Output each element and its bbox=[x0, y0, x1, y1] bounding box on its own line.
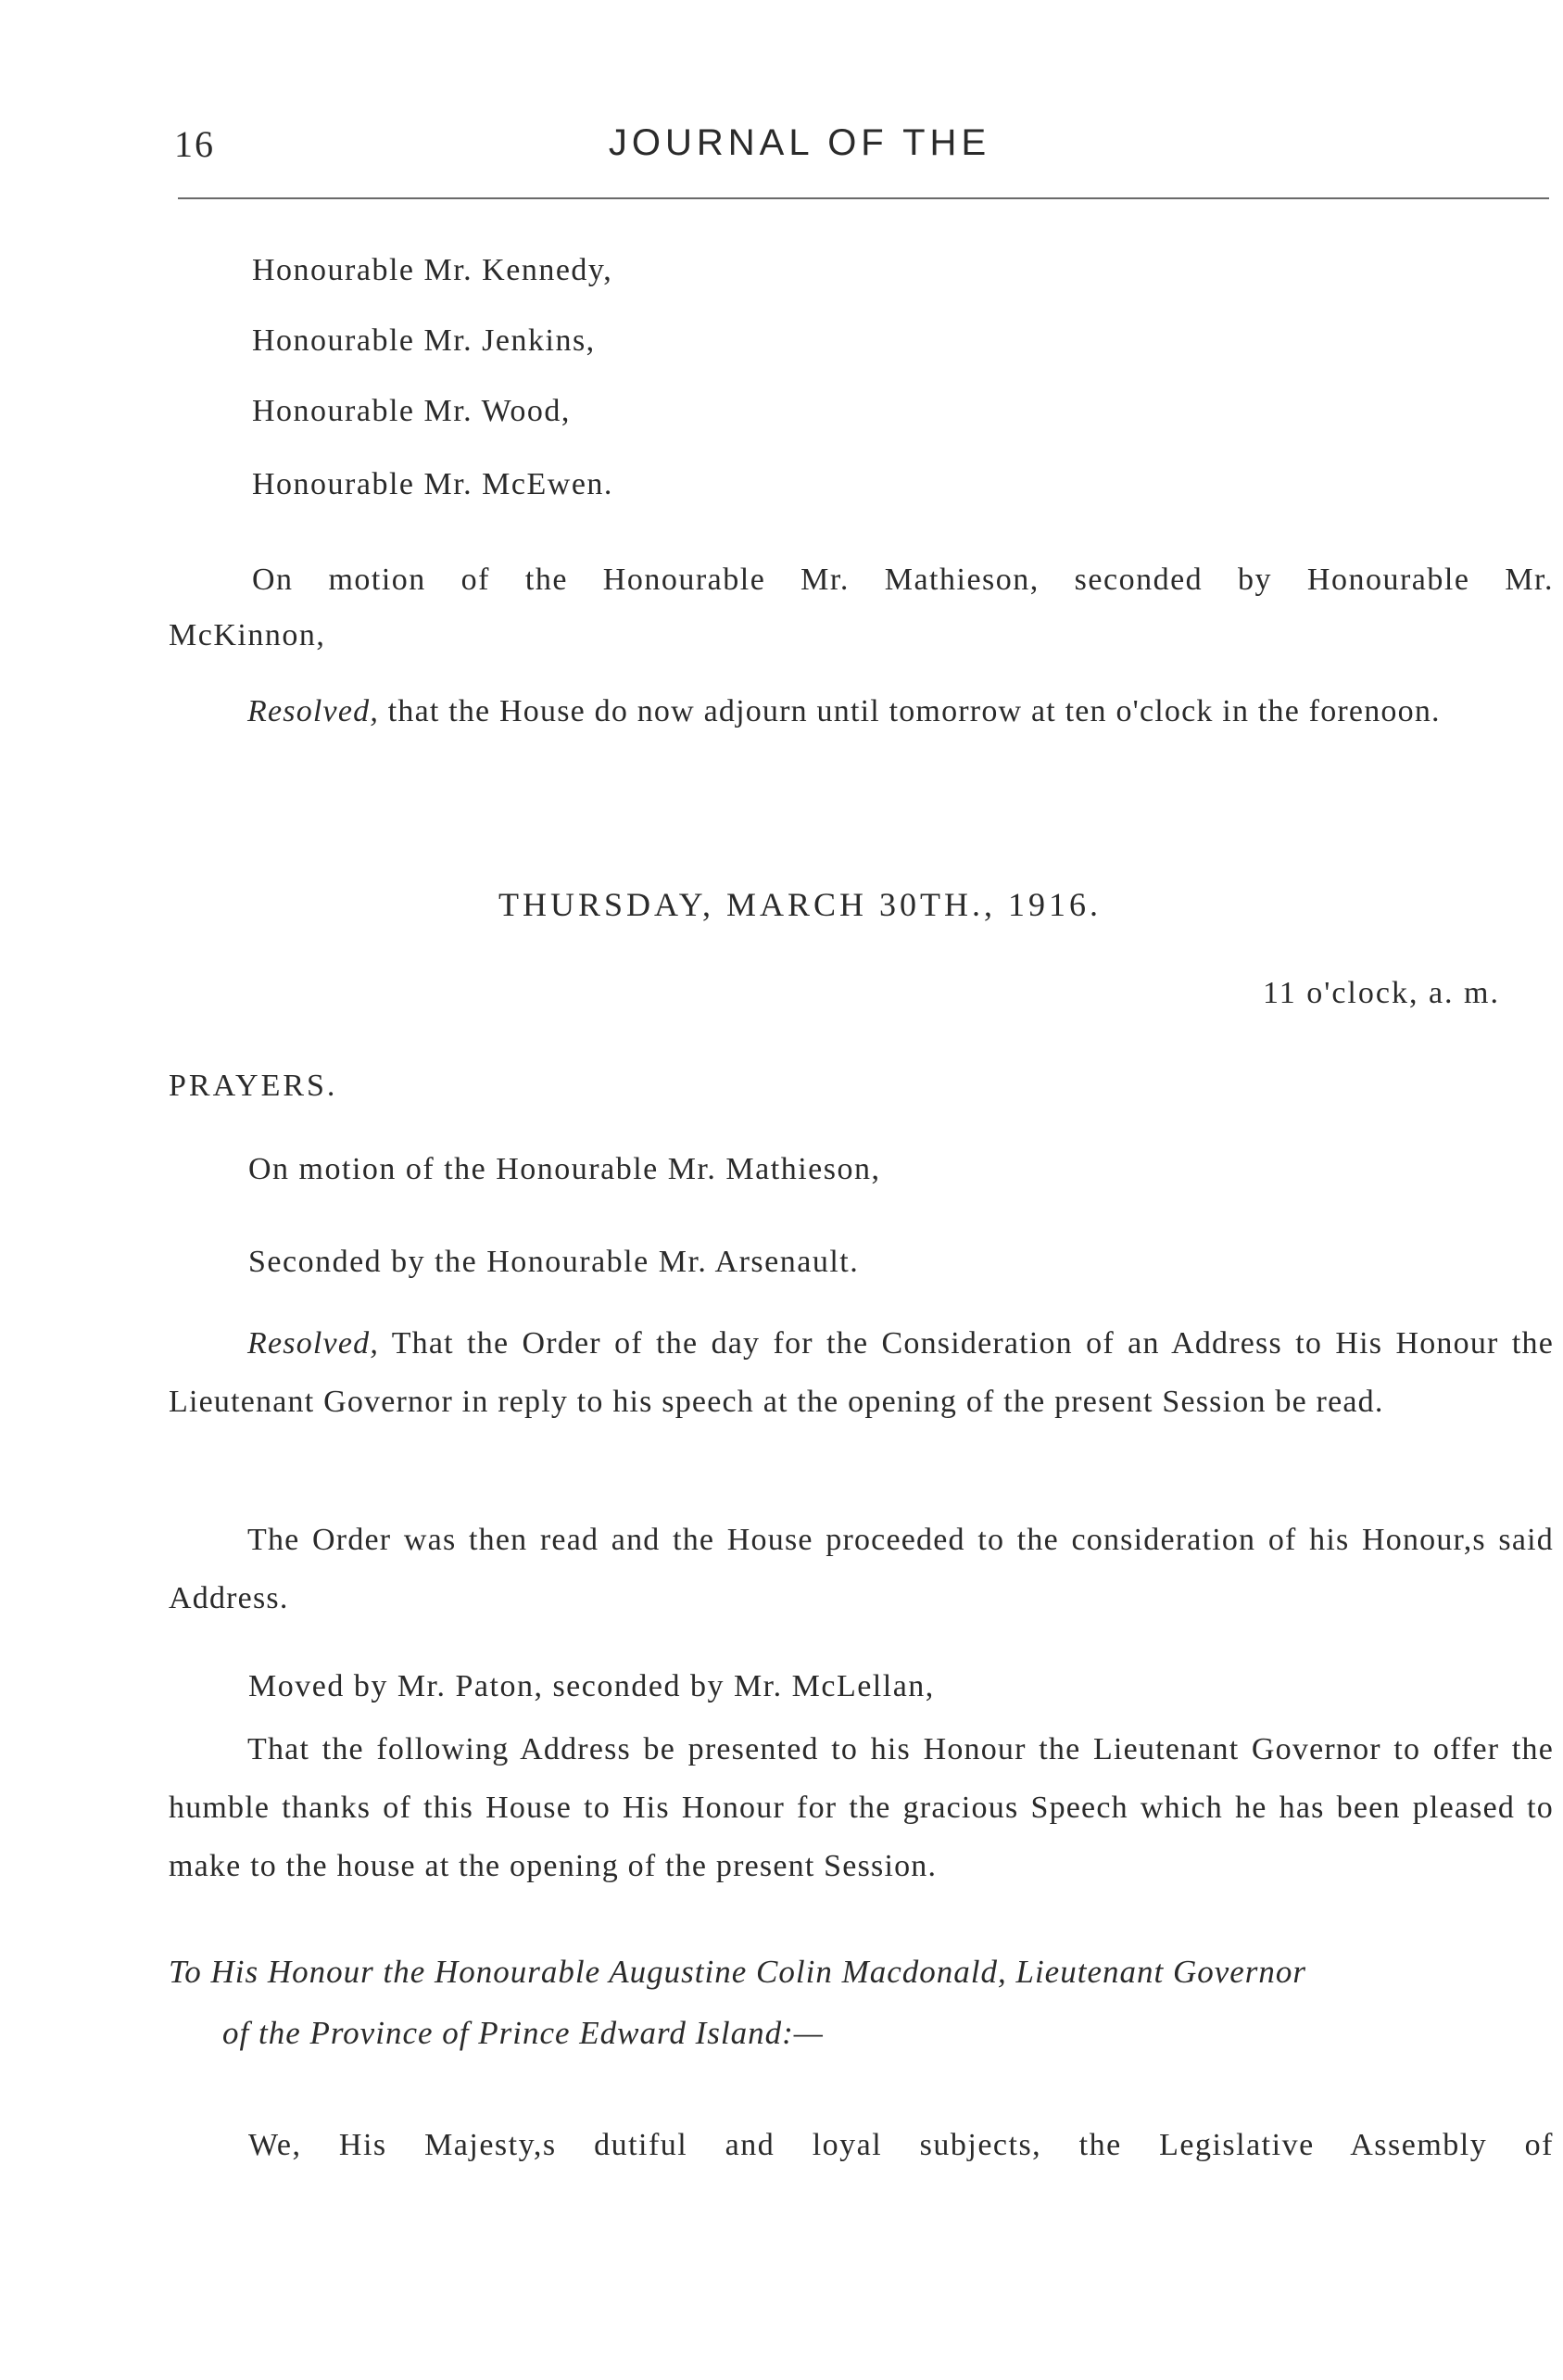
following-address-paragraph bbox=[169, 1720, 1554, 1895]
motion-adjourn-line1: On motion of the Honourable Mr. Mathieson, seconded by Honourable Mr. bbox=[252, 563, 1554, 597]
motion-adjourn-line2: McKinnon, bbox=[169, 618, 326, 652]
following-address-text: That the following Address be presented to his Honour the Lieutenant Governor to offer the humble thanks of this House to His Honour for the gracious Speech which he has been pleased to make to the house at the opening of the present Session. bbox=[169, 1732, 1554, 1883]
member-line: Honourable Mr. Jenkins, bbox=[252, 323, 596, 358]
address-heading-line1: To His Honour the Honourable Augustine Colin Macdonald, Lieutenant Governor bbox=[169, 1954, 1307, 1990]
date-heading: THURSDAY, MARCH 30TH., 1916. bbox=[498, 886, 1103, 923]
member-line: Honourable Mr. Wood, bbox=[252, 394, 571, 428]
resolved-adjourn-paragraph bbox=[169, 682, 1554, 741]
header-rule bbox=[178, 197, 1549, 199]
order-read-paragraph bbox=[169, 1511, 1554, 1627]
address-heading bbox=[169, 1942, 1554, 2064]
order-read-text: The Order was then read and the House proceeded to the consideration of his Honour,s said Address. bbox=[169, 1523, 1554, 1615]
address-heading-line2: of the Province of Prince Edward Island:— bbox=[222, 2015, 824, 2051]
resolved-order-paragraph bbox=[169, 1314, 1554, 1431]
resolved-order-text: That the Order of the day for the Consideration of an Address to His Honour the Lieutenant Governor in reply to his speech at the opening of the present Session be read. bbox=[169, 1326, 1554, 1419]
page-number: 16 bbox=[174, 123, 215, 165]
motion-order-line1: On motion of the Honourable Mr. Mathieson, bbox=[248, 1152, 881, 1186]
page-header bbox=[174, 122, 1555, 178]
member-line: Honourable Mr. McEwen. bbox=[252, 467, 613, 501]
resolved-label: Resolved, bbox=[247, 1326, 380, 1361]
moved-by-line: Moved by Mr. Paton, seconded by Mr. McLellan, bbox=[248, 1669, 935, 1703]
session-time: 11 o'clock, a. m. bbox=[1262, 976, 1500, 1010]
running-head: JOURNAL OF THE bbox=[608, 122, 991, 163]
resolved-adjourn-text: that the House do now adjourn until tomorrow at ten o'clock in the forenoon. bbox=[379, 694, 1441, 728]
prayers-heading: PRAYERS. bbox=[169, 1069, 338, 1103]
address-body-line: We, His Majesty,s dutiful and loyal subjects, the Legislative Assembly of bbox=[248, 2128, 1554, 2162]
member-line: Honourable Mr. Kennedy, bbox=[252, 253, 613, 287]
motion-order-line2: Seconded by the Honourable Mr. Arsenault. bbox=[248, 1245, 860, 1279]
resolved-label: Resolved, bbox=[247, 694, 380, 728]
